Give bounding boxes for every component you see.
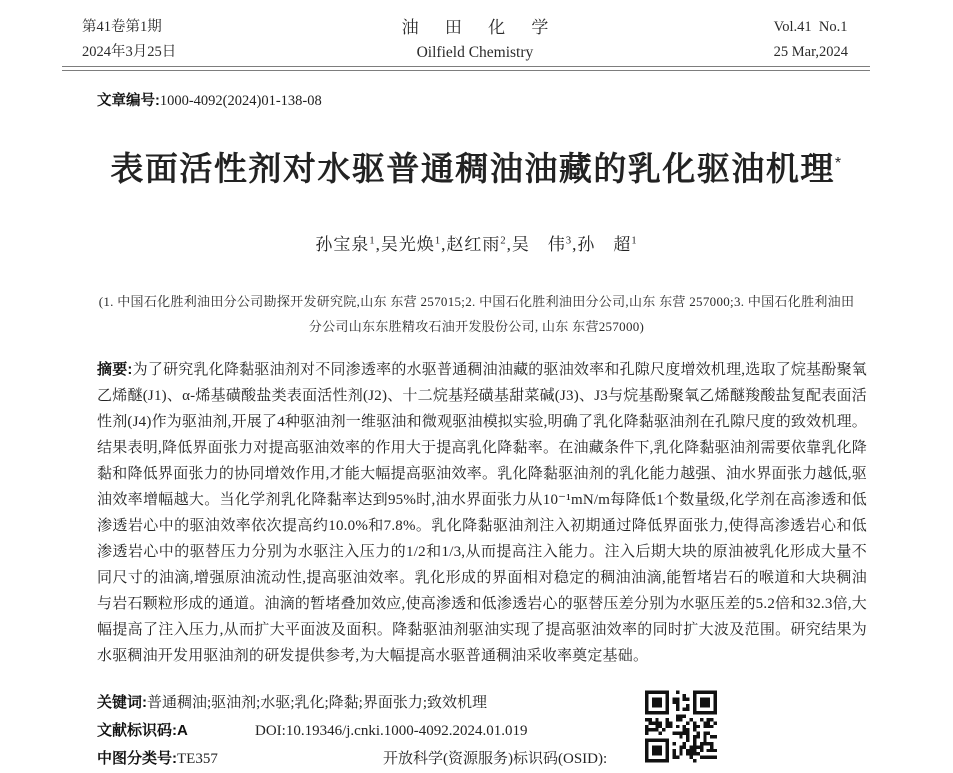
- journal-name: [391, 15, 560, 65]
- doc-code-value: A: [177, 722, 188, 739]
- author: 吴光焕$^1$,: [380, 235, 447, 254]
- header-volume-cn: [62, 15, 176, 65]
- keywords-label: 关键词:: [97, 694, 147, 711]
- journal-name-en: Oilfield Chemistry: [416, 44, 534, 61]
- author: 吴 伟$^3$,: [511, 235, 578, 254]
- header-volume-en: [774, 15, 870, 65]
- affiliation-line-1: (1. 中国石化胜利油田分公司勘探开发研究院,山东 东营 257015;2. 中国石化胜利油田分公司,山东 东营 257000;3. 中国石化胜利油田: [98, 294, 855, 309]
- title-footnote-mark: *: [834, 155, 843, 172]
- clc-line: [97, 747, 607, 768]
- author: 孙 超$^1$: [577, 235, 638, 254]
- page-title-text: 表面活性剂对水驱普通稠油油藏的乳化驱油机理: [110, 150, 835, 187]
- doc-code-line: [97, 719, 527, 740]
- volume-issue-en: Vol.41 No.1: [773, 19, 848, 35]
- author: 孙宝泉$^1$,: [315, 235, 381, 254]
- publish-date-en: 25 Mar,2024: [773, 44, 848, 60]
- article-number-value: 1000-4092(2024)01-138-08: [159, 93, 322, 109]
- osid-qr-code: [645, 690, 717, 763]
- page-title: [0, 143, 953, 190]
- abstract-paragraph: [97, 357, 867, 669]
- journal-name-cn: 油 田 化 学: [401, 18, 560, 37]
- qr-code-image: [645, 690, 717, 763]
- abstract-label: 摘要:: [97, 361, 133, 378]
- journal-header: [62, 15, 870, 65]
- doc-code: [97, 719, 255, 740]
- doi-text: DOI:10.19346/j.cnki.1000-4092.2024.01.019: [255, 723, 528, 739]
- osid-label: 开放科学(资源服务)标识码(OSID):: [383, 751, 608, 767]
- clc-value: TE357: [177, 751, 218, 767]
- clc-number: [97, 747, 383, 768]
- affiliation-line-2: 分公司山东东胜精攻石油开发股份公司, 山东 东营257000): [308, 319, 645, 334]
- article-number-label: 文章编号:: [97, 93, 160, 109]
- publish-date-cn: 2024年3月25日: [82, 44, 177, 60]
- volume-issue-cn: 第41卷第1期: [82, 19, 162, 35]
- doc-code-label: 文献标识码:: [97, 722, 177, 739]
- keywords-line: [97, 691, 487, 712]
- clc-label: 中图分类号:: [97, 750, 177, 767]
- header-divider: [62, 66, 870, 71]
- abstract-text: 为了研究乳化降黏驱油剂对不同渗透率的水驱普通稠油油藏的驱油效率和孔隙尺度增效机理,选取了烷基酚聚氧乙烯醚(J1)、α-烯基磺酸盐类表面活性剂(J2)、十二烷基羟磺基甜菜碱(J3)、J3与烷基酚聚氧乙烯醚羧酸盐复配表面活性剂(J4)作为驱油剂,开展了4种驱油剂一维驱油和微观驱油模拟实验,明确了乳化降黏驱油剂在孔隙尺度的致效机理。结果表明,降低界面张力对提高驱油效率的作用大于提高乳化降黏率。在油藏条件下,乳化降黏驱油剂需要依靠乳化降黏和降低界面张力的协同增效作用,才能大幅提高驱油效率。乳化降黏驱油剂的乳化能力越强、油水界面张力越低,驱油效率增幅越大。当化学剂乳化降黏率达到95%时,油水界面张力从10⁻¹mN/m每降低1个数量级,化学剂在高渗透和低渗透岩心中的驱油效率依次提高约10.0%和7.8%。乳化降黏驱油剂注入初期通过降低界面张力,使得高渗透岩心和低渗透岩心中的驱替压力分别为水驱注入压力的1/2和1/3,从而提高注入能力。注入后期大块的原油被乳化形成大量不同尺寸的油滴,增强原油流动性,提高驱油效率。乳化形成的界面相对稳定的稠油油滴,能暂堵岩石的喉道和大块稠油与岩石颗粒形成的通道。油滴的暂堵叠加效应,使高渗透和低渗透岩心的驱替压差分别为水驱压差的5.2倍和32.3倍,大幅提高了注入压力,从而扩大平面波及面积。降黏驱油剂驱油实现了提高驱油效率的同时扩大波及范围。研究结果为水驱稠油开发用驱油剂的研发提供参考,为大幅提高水驱普通稠油采收率奠定基础。: [97, 362, 867, 664]
- authors-line: [0, 230, 953, 255]
- author: 赵红雨$^2$,: [446, 235, 512, 254]
- article-number-line: [97, 89, 322, 110]
- keywords-text: 普通稠油;驱油剂;水驱;乳化;降黏;界面张力;致效机理: [147, 695, 488, 711]
